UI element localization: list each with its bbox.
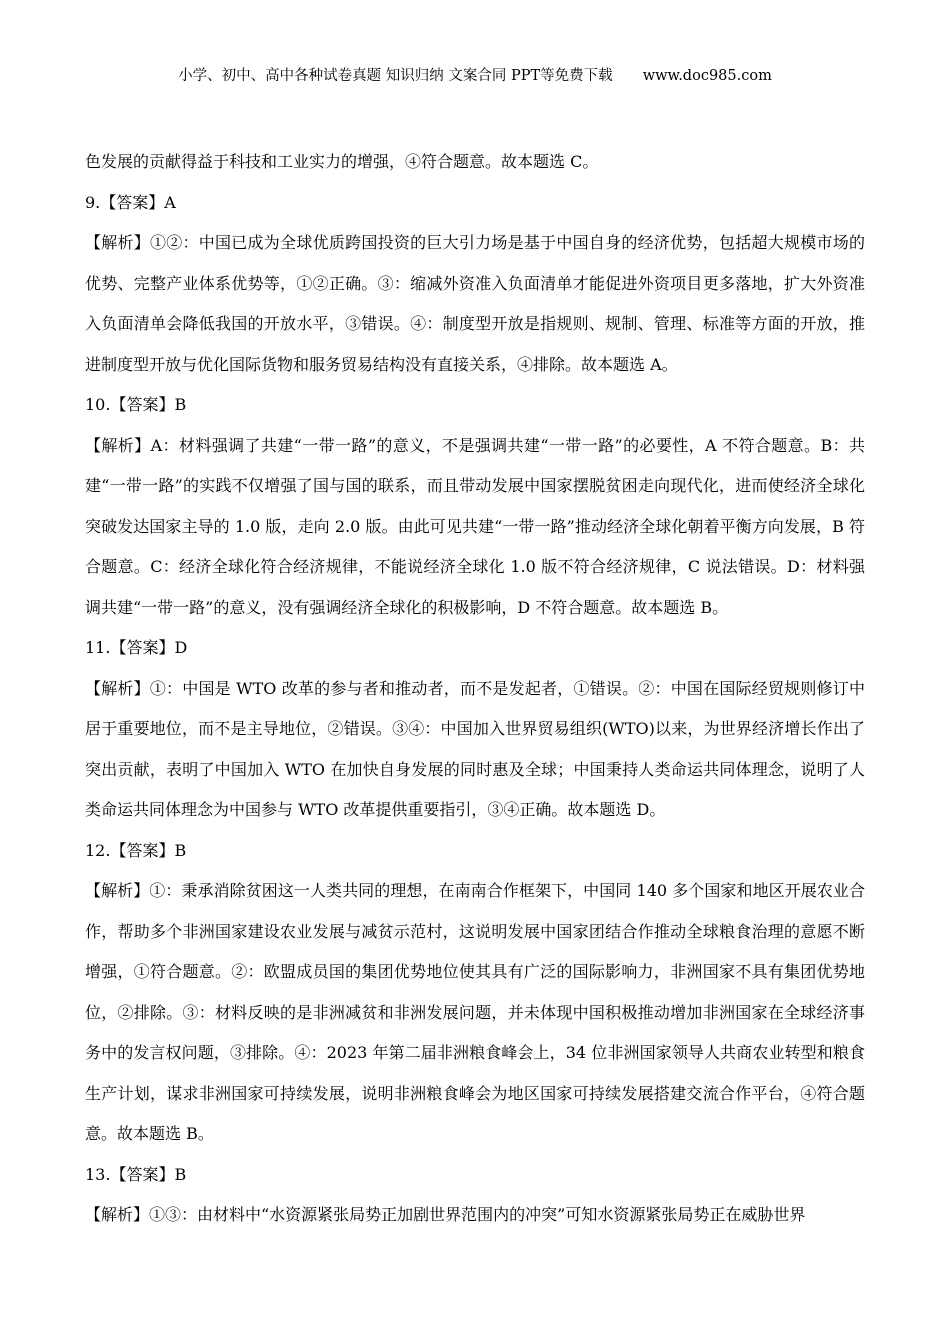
answer-line: 10.【答案】B <box>85 395 187 414</box>
explanation-paragraph: 【解析】①②：中国已成为全球优质跨国投资的巨大引力场是基于中国自身的经济优势，包括超大规模市场的优势、完整产业体系优势等，①②正确。③：缩减外资准入负面清单才能促进外资项目更多落地，扩大外资准入负面清单会降低我国的开放水平，③错误。④：制度型开放是指规则、规制、管理、标准等方面的开放，推进制度型开放与优化国际货物和服务贸易结构没有直接关系，④排除。故本题选 A。 <box>85 233 865 374</box>
explanation-paragraph: 【解析】①：秉承消除贫困这一人类共同的理想，在南南合作框架下，中国同 140 多个国家和地区开展农业合作，帮助多个非洲国家建设农业发展与减贫示范村，这说明发展中国家团结合作推动全球粮食治理的意愿不断增强，①符合题意。②：欧盟成员国的集团优势地位使其具有广泛的国际影响力，非洲国家不具有集团优势地位，②排除。③：材料反映的是非洲减贫和非洲发展问题，并未体现中国积极推动增加非洲国家在全球经济事务中的发言权问题，③排除。④：2023 年第二届非洲粮食峰会上，34 位非洲国家领导人共商农业转型和粮食生产计划，谋求非洲国家可持续发展，说明非洲粮食峰会为地区国家可持续发展搭建交流合作平台，④符合题意。故本题选 B。 <box>85 881 865 1143</box>
document-body <box>85 142 865 1236</box>
answer-line: 13.【答案】B <box>85 1164 187 1184</box>
page-header <box>85 66 865 86</box>
explanation-paragraph: 【解析】A：材料强调了共建“一带一路”的意义，不是强调共建“一带一路”的必要性，A 不符合题意。B：共建“一带一路”的实践不仅增强了国与国的联系，而且带动发展中国家摆脱贫困走向现代化，进而使经济全球化突破发达国家主导的 1.0 版，走向 2.0 版。由此可见共建“一带一路”推动经济全球化朝着平衡方向发展，B 符合题意。C：经济全球化符合经济规律，不能说经济全球化 1.0 版不符合经济规律，C 说法错误。D：材料强调共建“一带一路”的意义，没有强调经济全球化的积极影响，D 不符合题意。故本题选 B。 <box>85 435 865 617</box>
answer-line: 11.【答案】D <box>85 638 188 657</box>
header-site-text: 小学、初中、高中各种试卷真题 知识归纳 文案合同 PPT等免费下载 <box>178 68 613 84</box>
explanation-paragraph: 【解析】①③：由材料中“水资源紧张局势正加剧世界范围内的冲突”可知水资源紧张局势正在威胁世界 <box>85 1205 806 1224</box>
answer-line: 9.【答案】A <box>85 192 176 212</box>
explanation-paragraph: 【解析】①：中国是 WTO 改革的参与者和推动者，而不是发起者，①错误。②：中国在国际经贸规则修订中居于重要地位，而不是主导地位，②错误。③④：中国加入世界贸易组织(WTO)以来，为世界经济增长作出了突出贡献，表明了中国加入 WTO 在加快自身发展的同时惠及全球；中国秉持人类命运共同体理念，说明了人类命运共同体理念为中国参与 WTO 改革提供重要指引，③④正确。故本题选 D。 <box>85 678 865 819</box>
header-site-url-link[interactable]: www.doc985.com <box>642 68 772 84</box>
body-paragraph: 色发展的贡献得益于科技和工业实力的增强，④符合题意。故本题选 C。 <box>85 152 599 171</box>
answer-line: 12.【答案】B <box>85 840 187 860</box>
